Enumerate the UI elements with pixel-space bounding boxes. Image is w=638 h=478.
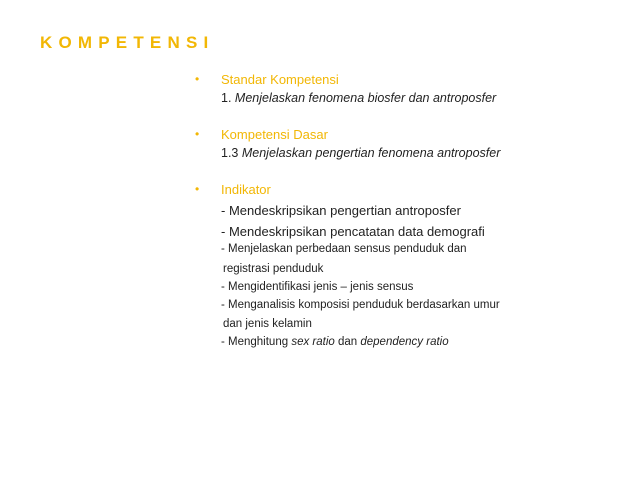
standar-kompetensi-text: 1. Menjelaskan fenomena biosfer dan antroposfer	[221, 91, 497, 105]
bullet-icon: •	[195, 72, 200, 86]
kompetensi-dasar-label: Kompetensi Dasar	[221, 127, 328, 142]
indikator-item: - Mendeskripsikan pengertian antroposfer	[221, 203, 461, 218]
indikator-item: - Mendeskripsikan pencatatan data demografi	[221, 224, 485, 239]
indikator-item: registrasi penduduk	[223, 263, 324, 275]
indikator-label: Indikator	[221, 182, 271, 197]
indikator-item: - Mengidentifikasi jenis – jenis sensus	[221, 281, 414, 293]
standar-kompetensi-label: Standar Kompetensi	[221, 72, 339, 87]
indikator-item: - Menganalisis komposisi penduduk berdasarkan umur	[221, 299, 500, 311]
indikator-item-ratio: - Menghitung sex ratio dan dependency ratio	[221, 336, 449, 348]
kompetensi-dasar-text: 1.3 Menjelaskan pengertian fenomena antroposfer	[221, 146, 501, 160]
bullet-icon: •	[195, 127, 200, 141]
indikator-item: dan jenis kelamin	[223, 318, 312, 330]
indikator-item: - Menjelaskan perbedaan sensus penduduk dan	[221, 243, 467, 255]
bullet-icon: •	[195, 182, 200, 196]
page-title: KOMPETENSI	[40, 33, 215, 52]
